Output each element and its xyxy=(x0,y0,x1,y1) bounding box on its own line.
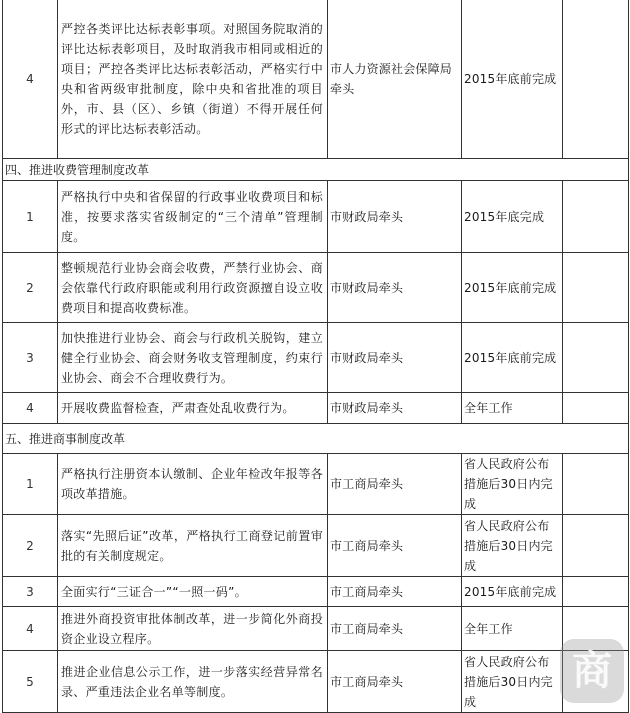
task-description: 加快推进行业协会、商会与行政机关脱钩，建立健全行业协会、商会财务收支管理制度，约束行业协会、商会不合理收费行为。 xyxy=(58,323,328,393)
row-number: 3 xyxy=(3,323,58,393)
remarks-cell xyxy=(563,577,629,607)
deadline: 省人民政府公布措施后30日内完成 xyxy=(462,454,563,515)
deadline: 2015年底前完成 xyxy=(462,253,563,323)
task-description: 整顿规范行业协会商会收费，严禁行业协会、商会依靠代行政府职能或利用行政资源擅自设立收费项目和提高收费标准。 xyxy=(58,253,328,323)
row-number: 1 xyxy=(3,181,58,253)
remarks-cell xyxy=(563,454,629,515)
table-row xyxy=(3,515,629,577)
deadline: 2015年底前完成 xyxy=(462,323,563,393)
deadline: 2015年底完成 xyxy=(462,181,563,253)
watermark-logo-icon xyxy=(560,639,624,703)
row-number: 4 xyxy=(3,0,58,159)
table-row xyxy=(3,607,629,651)
responsible-department: 市财政局牵头 xyxy=(328,253,462,323)
table-row xyxy=(3,181,629,253)
remarks-cell xyxy=(563,0,629,159)
reform-task-table xyxy=(2,0,629,713)
table-row xyxy=(3,651,629,713)
deadline: 2015年底前完成 xyxy=(462,0,563,159)
remarks-cell xyxy=(563,515,629,577)
section-header-row xyxy=(3,159,629,181)
responsible-department: 市工商局牵头 xyxy=(328,515,462,577)
responsible-department: 市工商局牵头 xyxy=(328,454,462,515)
responsible-department: 市财政局牵头 xyxy=(328,323,462,393)
remarks-cell xyxy=(563,323,629,393)
row-number: 4 xyxy=(3,607,58,651)
deadline: 2015年底前完成 xyxy=(462,577,563,607)
row-number: 3 xyxy=(3,577,58,607)
table-row xyxy=(3,577,629,607)
task-description: 严格执行注册资本认缴制、企业年检改年报等各项改革措施。 xyxy=(58,454,328,515)
row-number: 4 xyxy=(3,393,58,424)
row-number: 5 xyxy=(3,651,58,713)
deadline: 全年工作 xyxy=(462,607,563,651)
table-row xyxy=(3,323,629,393)
responsible-department: 市人力资源社会保障局牵头 xyxy=(328,0,462,159)
responsible-department: 市财政局牵头 xyxy=(328,181,462,253)
task-description: 严控各类评比达标表彰事项。对照国务院取消的评比达标表彰项目，及时取消我市相同或相近的项目；严控各类评比达标表彰活动，严格实行中央和省两级审批制度，除中央和省批准的项目外，市、县（区）、乡镇（街道）不得开展任何形式的评比达标表彰活动。 xyxy=(58,0,328,159)
responsible-department: 市工商局牵头 xyxy=(328,651,462,713)
row-number: 2 xyxy=(3,253,58,323)
table-row xyxy=(3,454,629,515)
section-title: 五、推进商事制度改革 xyxy=(3,424,629,454)
table-row xyxy=(3,393,629,424)
remarks-cell xyxy=(563,253,629,323)
section-header-row xyxy=(3,424,629,454)
task-description: 落实“先照后证”改革，严格执行工商登记前置审批的有关制度规定。 xyxy=(58,515,328,577)
row-number: 1 xyxy=(3,454,58,515)
deadline: 省人民政府公布措施后30日内完成 xyxy=(462,651,563,713)
responsible-department: 市财政局牵头 xyxy=(328,393,462,424)
task-description: 推进企业信息公示工作，进一步落实经营异常名录、严重违法企业名单等制度。 xyxy=(58,651,328,713)
section-title: 四、推进收费管理制度改革 xyxy=(3,159,629,181)
table-row xyxy=(3,253,629,323)
deadline: 全年工作 xyxy=(462,393,563,424)
task-description: 推进外商投资审批体制改革，进一步简化外商投资企业设立程序。 xyxy=(58,607,328,651)
task-description: 全面实行“三证合一”“一照一码”。 xyxy=(58,577,328,607)
remarks-cell xyxy=(563,181,629,253)
table-row xyxy=(3,0,629,159)
remarks-cell xyxy=(563,393,629,424)
responsible-department: 市工商局牵头 xyxy=(328,577,462,607)
deadline: 省人民政府公布措施后30日内完成 xyxy=(462,515,563,577)
responsible-department: 市工商局牵头 xyxy=(328,607,462,651)
row-number: 2 xyxy=(3,515,58,577)
task-description: 严格执行中央和省保留的行政事业收费项目和标准，按要求落实省级制定的“三个清单”管理制度。 xyxy=(58,181,328,253)
watermark-glyph: 商 xyxy=(572,647,612,694)
task-description: 开展收费监督检查，严肃查处乱收费行为。 xyxy=(58,393,328,424)
